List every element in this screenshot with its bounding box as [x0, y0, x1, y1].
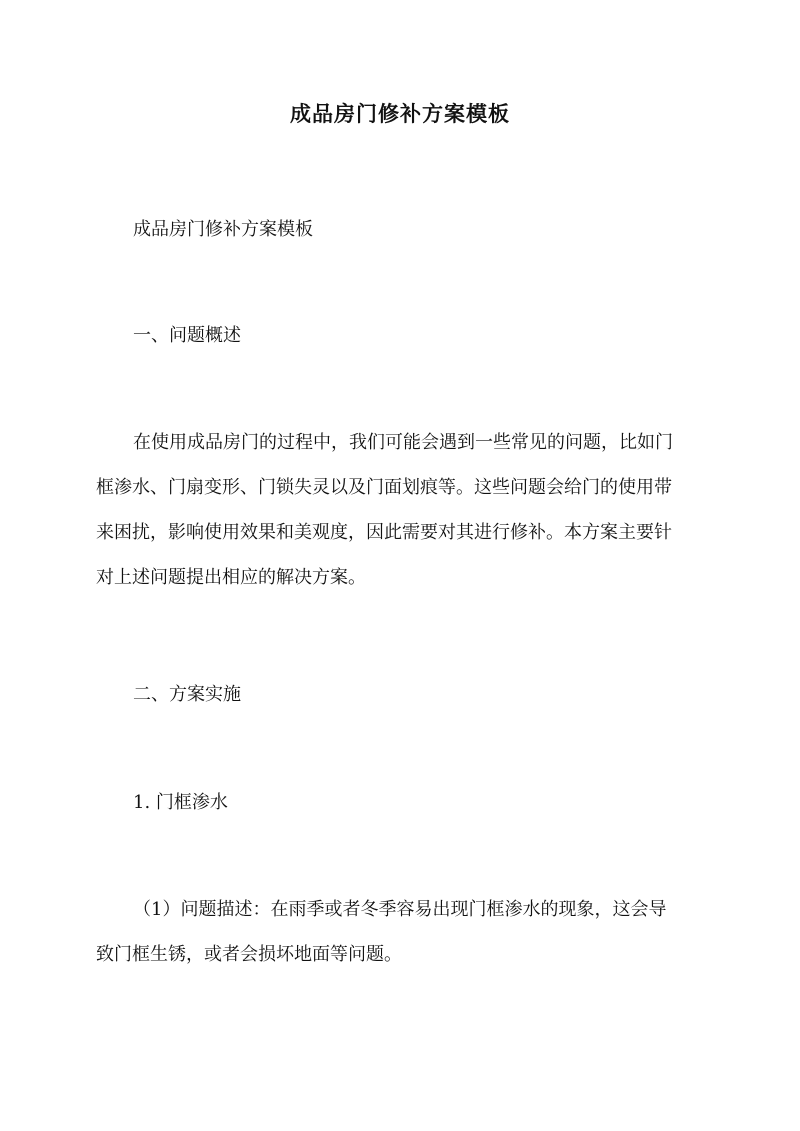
paragraph-line: 在使用成品房门的过程中，我们可能会遇到一些常见的问题，比如门 — [133, 432, 673, 453]
item-heading-door-frame-leak: 1. 门框渗水 — [133, 792, 228, 813]
paragraph-line: （1）问题描述：在雨季或者冬季容易出现门框渗水的现象，这会导 — [133, 899, 667, 920]
document-title: 成品房门修补方案模板 — [290, 101, 510, 126]
paragraph-line: 来困扰，影响使用效果和美观度，因此需要对其进行修补。本方案主要针 — [96, 522, 672, 543]
item-door-frame-leak-paragraph — [96, 887, 678, 977]
section-heading-implementation: 二、方案实施 — [133, 684, 241, 705]
paragraph-line: 对上述问题提出相应的解决方案。 — [96, 567, 366, 588]
section-overview-paragraph — [96, 420, 678, 600]
section-heading-overview: 一、问题概述 — [133, 325, 241, 346]
paragraph-line: 致门框生锈，或者会损坏地面等问题。 — [96, 944, 402, 965]
document-subtitle: 成品房门修补方案模板 — [133, 219, 313, 240]
paragraph-line: 框渗水、门扇变形、门锁失灵以及门面划痕等。这些问题会给门的使用带 — [96, 477, 672, 498]
